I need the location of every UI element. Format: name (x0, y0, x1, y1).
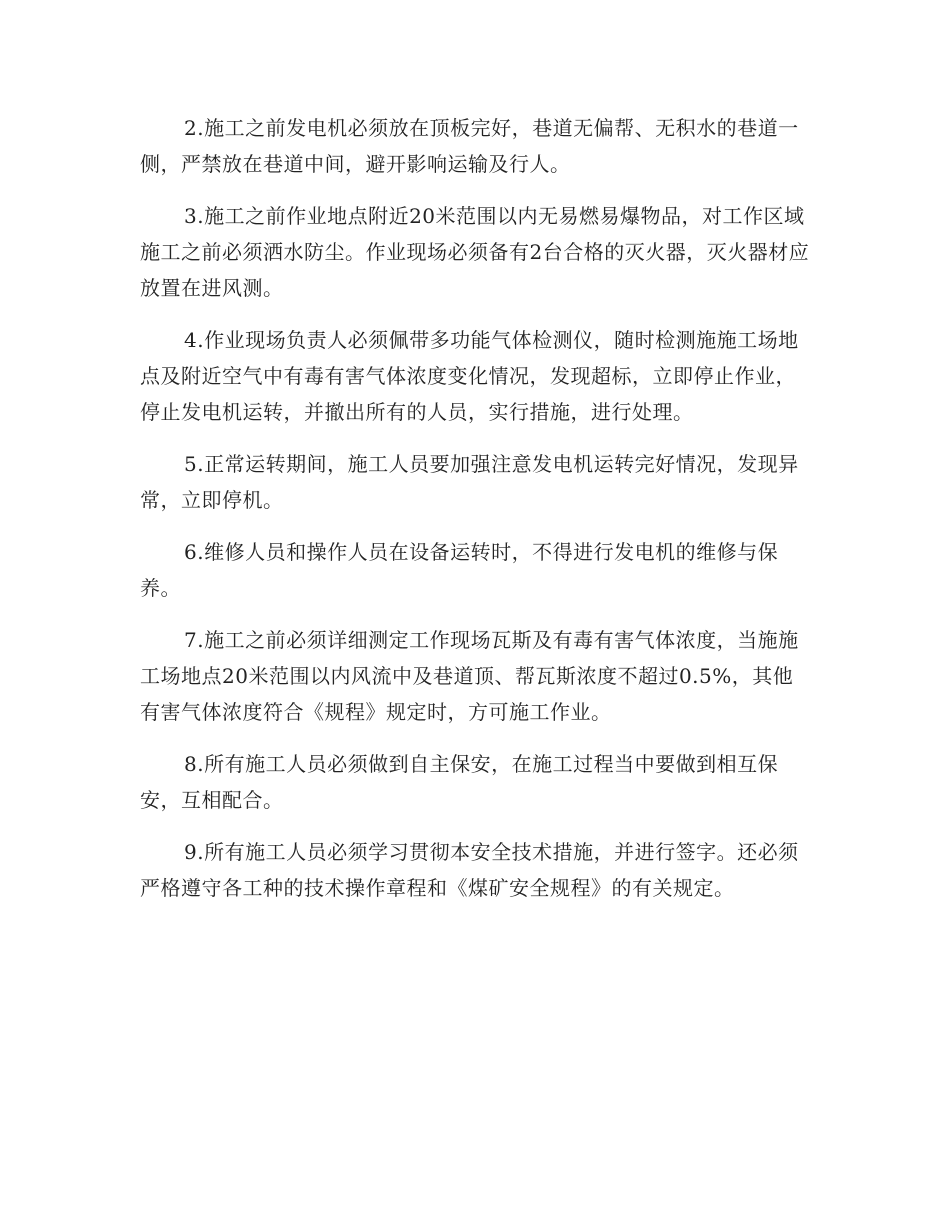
paragraph-item-2: 2.施工之前发电机必须放在顶板完好，巷道无偏帮、无积水的巷道一侧，严禁放在巷道中间，避开影响运输及行人。 (140, 116, 799, 176)
paragraph-item-4: 4.作业现场负责人必须佩带多功能气体检测仪，随时检测施施工场地点及附近空气中有毒有害气体浓度变化情况，发现超标，立即停止作业，停止发电机运转，并撤出所有的人员，实行措施，进行处理。 (140, 328, 799, 424)
paragraph-item-5: 5.正常运转期间，施工人员要加强注意发电机运转完好情况，发现异常，立即停机。 (140, 452, 799, 512)
paragraph-item-9: 9.所有施工人员必须学习贯彻本安全技术措施，并进行签字。还必须严格遵守各工种的技术操作章程和《煤矿安全规程》的有关规定。 (140, 840, 799, 900)
paragraph-item-7: 7.施工之前必须详细测定工作现场瓦斯及有毒有害气体浓度，当施施工场地点20米范围以内风流中及巷道顶、帮瓦斯浓度不超过0.5%，其他有害气体浓度符合《规程》规定时，方可施工作业。 (140, 628, 799, 724)
paragraph-item-8: 8.所有施工人员必须做到自主保安，在施工过程当中要做到相互保安，互相配合。 (140, 752, 779, 812)
paragraph-item-6: 6.维修人员和操作人员在设备运转时，不得进行发电机的维修与保养。 (140, 540, 779, 600)
paragraph-item-3: 3.施工之前作业地点附近20米范围以内无易燃易爆物品，对工作区域施工之前必须洒水防尘。作业现场必须备有2台合格的灭火器，灭火器材应放置在进风测。 (140, 204, 810, 300)
document-body (140, 110, 810, 922)
